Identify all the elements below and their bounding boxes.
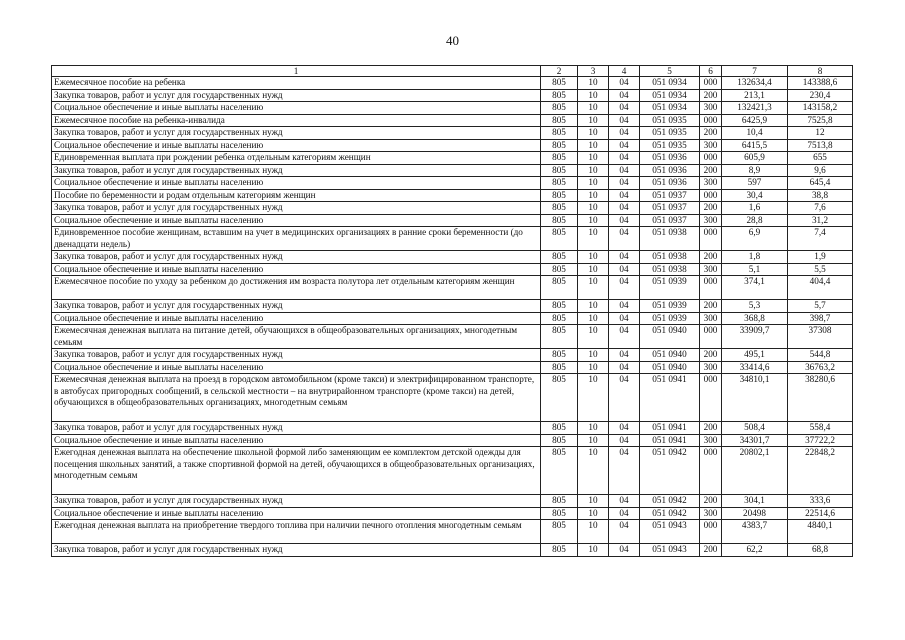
cell-expense-type: 000 bbox=[700, 325, 722, 349]
cell-section: 10 bbox=[578, 127, 609, 140]
cell-target-article: 051 0943 bbox=[640, 520, 700, 544]
cell-target-article: 051 0941 bbox=[640, 374, 700, 422]
column-header: 3 bbox=[578, 66, 609, 77]
cell-amount-year2: 544,8 bbox=[788, 349, 853, 362]
cell-amount-year2: 36763,2 bbox=[788, 361, 853, 374]
row-label: Пособие по беременности и родам отдельным категориям женщин bbox=[52, 189, 541, 202]
cell-target-article: 051 0937 bbox=[640, 202, 700, 215]
cell-expense-type: 000 bbox=[700, 520, 722, 544]
cell-ministry: 805 bbox=[541, 507, 578, 520]
cell-subsection: 04 bbox=[609, 300, 640, 313]
cell-ministry: 805 bbox=[541, 127, 578, 140]
cell-subsection: 04 bbox=[609, 189, 640, 202]
cell-subsection: 04 bbox=[609, 495, 640, 508]
cell-amount-year1: 10,4 bbox=[722, 127, 788, 140]
cell-section: 10 bbox=[578, 312, 609, 325]
cell-target-article: 051 0935 bbox=[640, 114, 700, 127]
table-row bbox=[52, 102, 853, 115]
row-label: Единовременное пособие женщинам, вставшим на учет в медицинских организациях в ранние сроки беременности (до двенадцати недель) bbox=[52, 227, 541, 251]
cell-amount-year2: 68,8 bbox=[788, 544, 853, 557]
cell-subsection: 04 bbox=[609, 349, 640, 362]
cell-target-article: 051 0940 bbox=[640, 349, 700, 362]
cell-amount-year2: 38,8 bbox=[788, 189, 853, 202]
cell-amount-year1: 20498 bbox=[722, 507, 788, 520]
cell-expense-type: 200 bbox=[700, 127, 722, 140]
cell-ministry: 805 bbox=[541, 434, 578, 447]
cell-amount-year1: 28,8 bbox=[722, 214, 788, 227]
cell-target-article: 051 0936 bbox=[640, 164, 700, 177]
cell-target-article: 051 0939 bbox=[640, 312, 700, 325]
cell-amount-year1: 20802,1 bbox=[722, 447, 788, 495]
cell-amount-year1: 605,9 bbox=[722, 152, 788, 165]
cell-amount-year2: 143158,2 bbox=[788, 102, 853, 115]
cell-amount-year2: 37722,2 bbox=[788, 434, 853, 447]
cell-section: 10 bbox=[578, 276, 609, 300]
cell-ministry: 805 bbox=[541, 422, 578, 435]
table-row bbox=[52, 349, 853, 362]
row-label: Закупка товаров, работ и услуг для государственных нужд bbox=[52, 127, 541, 140]
cell-ministry: 805 bbox=[541, 251, 578, 264]
cell-amount-year2: 404,4 bbox=[788, 276, 853, 300]
cell-subsection: 04 bbox=[609, 507, 640, 520]
cell-target-article: 051 0940 bbox=[640, 361, 700, 374]
cell-expense-type: 000 bbox=[700, 374, 722, 422]
cell-section: 10 bbox=[578, 189, 609, 202]
row-label: Социальное обеспечение и иные выплаты населению bbox=[52, 263, 541, 276]
cell-expense-type: 200 bbox=[700, 89, 722, 102]
cell-subsection: 04 bbox=[609, 520, 640, 544]
table-row bbox=[52, 276, 853, 300]
table-row bbox=[52, 127, 853, 140]
row-label: Социальное обеспечение и иные выплаты населению bbox=[52, 507, 541, 520]
cell-amount-year2: 7525,8 bbox=[788, 114, 853, 127]
cell-section: 10 bbox=[578, 102, 609, 115]
cell-section: 10 bbox=[578, 139, 609, 152]
table-row bbox=[52, 374, 853, 422]
column-header: 4 bbox=[609, 66, 640, 77]
cell-subsection: 04 bbox=[609, 177, 640, 190]
cell-amount-year1: 508,4 bbox=[722, 422, 788, 435]
cell-subsection: 04 bbox=[609, 312, 640, 325]
cell-amount-year2: 9,6 bbox=[788, 164, 853, 177]
row-label: Закупка товаров, работ и услуг для государственных нужд bbox=[52, 422, 541, 435]
cell-amount-year2: 7,4 bbox=[788, 227, 853, 251]
cell-subsection: 04 bbox=[609, 374, 640, 422]
cell-target-article: 051 0940 bbox=[640, 325, 700, 349]
cell-amount-year2: 333,6 bbox=[788, 495, 853, 508]
cell-amount-year1: 8,9 bbox=[722, 164, 788, 177]
cell-expense-type: 200 bbox=[700, 164, 722, 177]
cell-subsection: 04 bbox=[609, 422, 640, 435]
cell-section: 10 bbox=[578, 202, 609, 215]
cell-amount-year1: 213,1 bbox=[722, 89, 788, 102]
cell-subsection: 04 bbox=[609, 434, 640, 447]
cell-amount-year1: 132634,4 bbox=[722, 77, 788, 90]
row-label: Социальное обеспечение и иные выплаты населению bbox=[52, 312, 541, 325]
cell-ministry: 805 bbox=[541, 177, 578, 190]
table-row bbox=[52, 263, 853, 276]
cell-ministry: 805 bbox=[541, 114, 578, 127]
cell-section: 10 bbox=[578, 164, 609, 177]
cell-ministry: 805 bbox=[541, 520, 578, 544]
cell-ministry: 805 bbox=[541, 102, 578, 115]
cell-target-article: 051 0937 bbox=[640, 214, 700, 227]
cell-target-article: 051 0938 bbox=[640, 227, 700, 251]
cell-expense-type: 000 bbox=[700, 114, 722, 127]
cell-ministry: 805 bbox=[541, 89, 578, 102]
row-label: Единовременная выплата при рождении ребенка отдельным категориям женщин bbox=[52, 152, 541, 165]
table-row bbox=[52, 114, 853, 127]
cell-amount-year2: 37308 bbox=[788, 325, 853, 349]
cell-ministry: 805 bbox=[541, 214, 578, 227]
cell-amount-year2: 4840,1 bbox=[788, 520, 853, 544]
cell-target-article: 051 0937 bbox=[640, 189, 700, 202]
cell-target-article: 051 0935 bbox=[640, 139, 700, 152]
cell-amount-year2: 398,7 bbox=[788, 312, 853, 325]
cell-subsection: 04 bbox=[609, 361, 640, 374]
cell-subsection: 04 bbox=[609, 263, 640, 276]
cell-amount-year2: 12 bbox=[788, 127, 853, 140]
cell-amount-year1: 34810,1 bbox=[722, 374, 788, 422]
cell-amount-year2: 38280,6 bbox=[788, 374, 853, 422]
table-row bbox=[52, 434, 853, 447]
column-header: 6 bbox=[700, 66, 722, 77]
cell-ministry: 805 bbox=[541, 300, 578, 313]
cell-section: 10 bbox=[578, 263, 609, 276]
column-header: 8 bbox=[788, 66, 853, 77]
cell-subsection: 04 bbox=[609, 214, 640, 227]
row-label: Закупка товаров, работ и услуг для государственных нужд bbox=[52, 89, 541, 102]
row-label: Ежемесячная денежная выплата на проезд в городском автомобильном (кроме такси) и электрифицированном транспорте, в автобусах пригородных сообщений, в сельской местности – на внутрирайонном транспорте (кроме такси) на детей, обучающихся в общеобразовательных организациях, многодетным семьям bbox=[52, 374, 541, 422]
cell-target-article: 051 0934 bbox=[640, 77, 700, 90]
table-row bbox=[52, 520, 853, 544]
row-label: Социальное обеспечение и иные выплаты населению bbox=[52, 434, 541, 447]
cell-amount-year1: 495,1 bbox=[722, 349, 788, 362]
row-label: Закупка товаров, работ и услуг для государственных нужд bbox=[52, 202, 541, 215]
cell-expense-type: 200 bbox=[700, 300, 722, 313]
cell-amount-year2: 1,9 bbox=[788, 251, 853, 264]
cell-amount-year1: 5,3 bbox=[722, 300, 788, 313]
cell-ministry: 805 bbox=[541, 276, 578, 300]
cell-amount-year1: 5,1 bbox=[722, 263, 788, 276]
cell-target-article: 051 0941 bbox=[640, 422, 700, 435]
cell-target-article: 051 0936 bbox=[640, 177, 700, 190]
cell-subsection: 04 bbox=[609, 325, 640, 349]
cell-section: 10 bbox=[578, 89, 609, 102]
cell-amount-year1: 374,1 bbox=[722, 276, 788, 300]
table-row bbox=[52, 164, 853, 177]
cell-subsection: 04 bbox=[609, 139, 640, 152]
cell-target-article: 051 0942 bbox=[640, 447, 700, 495]
cell-amount-year1: 304,1 bbox=[722, 495, 788, 508]
table-row bbox=[52, 361, 853, 374]
row-label: Ежемесячная денежная выплата на питание детей, обучающихся в общеобразовательных организациях, многодетным семьям bbox=[52, 325, 541, 349]
row-label: Закупка товаров, работ и услуг для государственных нужд bbox=[52, 251, 541, 264]
budget-table bbox=[51, 65, 853, 557]
cell-expense-type: 300 bbox=[700, 507, 722, 520]
row-label: Социальное обеспечение и иные выплаты населению bbox=[52, 139, 541, 152]
cell-amount-year1: 6415,5 bbox=[722, 139, 788, 152]
cell-section: 10 bbox=[578, 507, 609, 520]
cell-expense-type: 200 bbox=[700, 251, 722, 264]
row-label: Социальное обеспечение и иные выплаты населению bbox=[52, 177, 541, 190]
cell-ministry: 805 bbox=[541, 325, 578, 349]
table-row bbox=[52, 189, 853, 202]
cell-amount-year2: 558,4 bbox=[788, 422, 853, 435]
row-label: Ежемесячное пособие на ребенка bbox=[52, 77, 541, 90]
cell-amount-year1: 30,4 bbox=[722, 189, 788, 202]
table-row bbox=[52, 139, 853, 152]
cell-expense-type: 300 bbox=[700, 214, 722, 227]
cell-section: 10 bbox=[578, 349, 609, 362]
table-row bbox=[52, 507, 853, 520]
column-header: 7 bbox=[722, 66, 788, 77]
cell-target-article: 051 0942 bbox=[640, 507, 700, 520]
column-header: 1 bbox=[52, 66, 541, 77]
cell-ministry: 805 bbox=[541, 152, 578, 165]
row-label: Ежегодная денежная выплата на обеспечение школьной формой либо заменяющим ее комплектом детской одежды для посещения школьных занятий, а также спортивной формой на детей, обучающихся в общеобразовательных организациях, многодетным семьям bbox=[52, 447, 541, 495]
cell-amount-year1: 1,6 bbox=[722, 202, 788, 215]
cell-section: 10 bbox=[578, 77, 609, 90]
cell-ministry: 805 bbox=[541, 544, 578, 557]
row-label: Ежемесячное пособие по уходу за ребенком до достижения им возраста полутора лет отдельным категориям женщин bbox=[52, 276, 541, 300]
cell-subsection: 04 bbox=[609, 89, 640, 102]
cell-expense-type: 300 bbox=[700, 263, 722, 276]
cell-target-article: 051 0935 bbox=[640, 127, 700, 140]
page-number: 40 bbox=[446, 33, 459, 48]
cell-subsection: 04 bbox=[609, 152, 640, 165]
cell-ministry: 805 bbox=[541, 495, 578, 508]
table-row bbox=[52, 544, 853, 557]
cell-expense-type: 000 bbox=[700, 447, 722, 495]
cell-amount-year1: 33414,6 bbox=[722, 361, 788, 374]
cell-subsection: 04 bbox=[609, 544, 640, 557]
cell-amount-year2: 5,7 bbox=[788, 300, 853, 313]
cell-subsection: 04 bbox=[609, 227, 640, 251]
cell-target-article: 051 0943 bbox=[640, 544, 700, 557]
cell-expense-type: 300 bbox=[700, 177, 722, 190]
cell-target-article: 051 0934 bbox=[640, 89, 700, 102]
cell-amount-year2: 655 bbox=[788, 152, 853, 165]
cell-amount-year2: 7513,8 bbox=[788, 139, 853, 152]
cell-section: 10 bbox=[578, 177, 609, 190]
cell-ministry: 805 bbox=[541, 263, 578, 276]
cell-ministry: 805 bbox=[541, 312, 578, 325]
table-row bbox=[52, 325, 853, 349]
cell-subsection: 04 bbox=[609, 164, 640, 177]
cell-amount-year1: 62,2 bbox=[722, 544, 788, 557]
cell-amount-year1: 34301,7 bbox=[722, 434, 788, 447]
cell-subsection: 04 bbox=[609, 127, 640, 140]
cell-amount-year2: 7,6 bbox=[788, 202, 853, 215]
cell-amount-year1: 597 bbox=[722, 177, 788, 190]
table-row bbox=[52, 214, 853, 227]
cell-expense-type: 000 bbox=[700, 77, 722, 90]
cell-amount-year1: 33909,7 bbox=[722, 325, 788, 349]
table-body bbox=[52, 77, 853, 557]
cell-section: 10 bbox=[578, 544, 609, 557]
cell-section: 10 bbox=[578, 434, 609, 447]
table-row bbox=[52, 202, 853, 215]
cell-ministry: 805 bbox=[541, 349, 578, 362]
cell-target-article: 051 0938 bbox=[640, 263, 700, 276]
table-row bbox=[52, 177, 853, 190]
cell-section: 10 bbox=[578, 152, 609, 165]
cell-target-article: 051 0939 bbox=[640, 300, 700, 313]
cell-section: 10 bbox=[578, 214, 609, 227]
table-row bbox=[52, 312, 853, 325]
cell-subsection: 04 bbox=[609, 114, 640, 127]
cell-section: 10 bbox=[578, 520, 609, 544]
cell-target-article: 051 0938 bbox=[640, 251, 700, 264]
cell-amount-year2: 143388,6 bbox=[788, 77, 853, 90]
cell-section: 10 bbox=[578, 300, 609, 313]
table-row bbox=[52, 89, 853, 102]
cell-amount-year2: 22848,2 bbox=[788, 447, 853, 495]
cell-amount-year2: 22514,6 bbox=[788, 507, 853, 520]
column-header: 2 bbox=[541, 66, 578, 77]
cell-amount-year2: 230,4 bbox=[788, 89, 853, 102]
table-row bbox=[52, 447, 853, 495]
cell-ministry: 805 bbox=[541, 77, 578, 90]
cell-subsection: 04 bbox=[609, 77, 640, 90]
column-header: 5 bbox=[640, 66, 700, 77]
cell-section: 10 bbox=[578, 422, 609, 435]
cell-target-article: 051 0941 bbox=[640, 434, 700, 447]
cell-amount-year1: 368,8 bbox=[722, 312, 788, 325]
table-row bbox=[52, 495, 853, 508]
row-label: Социальное обеспечение и иные выплаты населению bbox=[52, 361, 541, 374]
cell-target-article: 051 0934 bbox=[640, 102, 700, 115]
row-label: Социальное обеспечение и иные выплаты населению bbox=[52, 102, 541, 115]
cell-subsection: 04 bbox=[609, 102, 640, 115]
cell-expense-type: 000 bbox=[700, 152, 722, 165]
cell-expense-type: 000 bbox=[700, 189, 722, 202]
cell-ministry: 805 bbox=[541, 139, 578, 152]
cell-ministry: 805 bbox=[541, 447, 578, 495]
cell-expense-type: 200 bbox=[700, 349, 722, 362]
cell-amount-year1: 132421,3 bbox=[722, 102, 788, 115]
cell-expense-type: 000 bbox=[700, 276, 722, 300]
row-label: Ежемесячное пособие на ребенка-инвалида bbox=[52, 114, 541, 127]
cell-expense-type: 300 bbox=[700, 139, 722, 152]
cell-expense-type: 000 bbox=[700, 227, 722, 251]
row-label: Ежегодная денежная выплата на приобретение твердого топлива при наличии печного отопления многодетным семьям bbox=[52, 520, 541, 544]
cell-expense-type: 200 bbox=[700, 422, 722, 435]
cell-ministry: 805 bbox=[541, 361, 578, 374]
cell-expense-type: 300 bbox=[700, 361, 722, 374]
table-row bbox=[52, 227, 853, 251]
table-row bbox=[52, 422, 853, 435]
table-row bbox=[52, 251, 853, 264]
row-label: Закупка товаров, работ и услуг для государственных нужд bbox=[52, 164, 541, 177]
cell-amount-year1: 6425,9 bbox=[722, 114, 788, 127]
cell-amount-year2: 5,5 bbox=[788, 263, 853, 276]
cell-ministry: 805 bbox=[541, 374, 578, 422]
cell-amount-year2: 31,2 bbox=[788, 214, 853, 227]
cell-subsection: 04 bbox=[609, 276, 640, 300]
cell-amount-year1: 6,9 bbox=[722, 227, 788, 251]
table-row bbox=[52, 300, 853, 313]
cell-ministry: 805 bbox=[541, 202, 578, 215]
row-label: Закупка товаров, работ и услуг для государственных нужд bbox=[52, 544, 541, 557]
cell-amount-year2: 645,4 bbox=[788, 177, 853, 190]
cell-expense-type: 300 bbox=[700, 434, 722, 447]
header-row bbox=[52, 66, 853, 77]
cell-amount-year1: 1,8 bbox=[722, 251, 788, 264]
cell-expense-type: 200 bbox=[700, 544, 722, 557]
table-row bbox=[52, 77, 853, 90]
cell-expense-type: 200 bbox=[700, 495, 722, 508]
cell-expense-type: 200 bbox=[700, 202, 722, 215]
cell-target-article: 051 0942 bbox=[640, 495, 700, 508]
cell-subsection: 04 bbox=[609, 447, 640, 495]
cell-target-article: 051 0939 bbox=[640, 276, 700, 300]
row-label: Закупка товаров, работ и услуг для государственных нужд bbox=[52, 495, 541, 508]
cell-expense-type: 300 bbox=[700, 102, 722, 115]
cell-section: 10 bbox=[578, 447, 609, 495]
cell-section: 10 bbox=[578, 374, 609, 422]
row-label: Социальное обеспечение и иные выплаты населению bbox=[52, 214, 541, 227]
cell-section: 10 bbox=[578, 227, 609, 251]
cell-section: 10 bbox=[578, 361, 609, 374]
cell-section: 10 bbox=[578, 495, 609, 508]
row-label: Закупка товаров, работ и услуг для государственных нужд bbox=[52, 300, 541, 313]
cell-expense-type: 300 bbox=[700, 312, 722, 325]
cell-section: 10 bbox=[578, 251, 609, 264]
cell-subsection: 04 bbox=[609, 251, 640, 264]
cell-subsection: 04 bbox=[609, 202, 640, 215]
cell-ministry: 805 bbox=[541, 227, 578, 251]
table-row bbox=[52, 152, 853, 165]
cell-ministry: 805 bbox=[541, 189, 578, 202]
cell-section: 10 bbox=[578, 325, 609, 349]
cell-amount-year1: 4383,7 bbox=[722, 520, 788, 544]
cell-ministry: 805 bbox=[541, 164, 578, 177]
row-label: Закупка товаров, работ и услуг для государственных нужд bbox=[52, 349, 541, 362]
cell-section: 10 bbox=[578, 114, 609, 127]
cell-target-article: 051 0936 bbox=[640, 152, 700, 165]
